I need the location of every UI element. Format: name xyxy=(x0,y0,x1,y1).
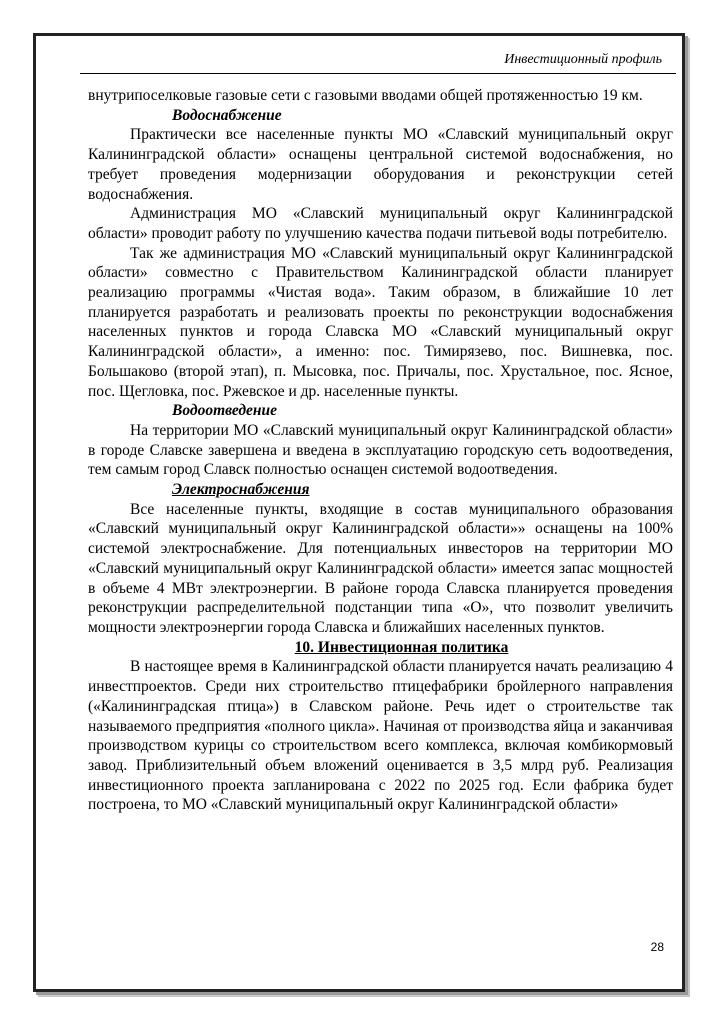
header-divider xyxy=(80,73,676,74)
paragraph-water-1: Практически все населенные пункты МО «Славский муниципальный округ Калининградской области» оснащены центральной системой водоснабжения, но требует проведения модернизации оборудования и реконструкции сетей водоснабжения. xyxy=(88,126,673,203)
subheading-sewerage: Водоотведение xyxy=(172,402,278,420)
subheading-water-supply: Водоснабжение xyxy=(172,106,282,124)
paragraph-intro: внутрипоселковые газовые сети с газовыми вводами общей протяженностью 19 км. xyxy=(88,87,643,104)
paragraph-investment: В настоящее время в Калининградской области планируется начать реализацию 4 инвестпроектов. Среди них строительство птицефабрики бройлерного направления («Калининградская птица») в Славском районе. Речь идет о строительстве так называемого предприятия «полного цикла». Начиная от производства яйца и заканчивая производством курицы со строительством всего комплекса, включая комбикормовый завод. Приблизительный объем вложений оценивается в 3,5 млрд руб. Реализация инвестиционного проекта запланирована с 2022 по 2025 год. Если фабрика будет построена, то МО «Славский муниципальный округ Калининградской области» xyxy=(88,658,673,814)
subheading-power-supply-text: Электроснабжения xyxy=(172,481,310,499)
page-number: 28 xyxy=(650,940,664,954)
section-title xyxy=(88,638,673,658)
document-body xyxy=(88,86,673,815)
paragraph-water-3: Так же администрация МО «Славский муниципальный округ Калининградской области» совместно с Правительством Калининградской области планирует реализацию программы «Чистая вода». Таким образом, в ближайшие 10 лет планируется разработать и реализовать проекты по реконструкции водоснабжения населенных пунктов и города Славска МО «Славский муниципальный округ Калининградской области», а именно: пос. Тимирязево, пос. Вишневка, пос. Большаково (второй этап), п. Мысовка, пос. Причалы, пос. Хрустальное, пос. Ясное, пос. Щегловка, пос. Ржевское и др. населенные пункты. xyxy=(88,244,673,400)
paragraph-water-2: Администрация МО «Славский муниципальный округ Калининградской области» проводит работу по улучшению качества подачи питьевой воды потребителю. xyxy=(88,205,673,242)
paragraph-power: Все населенные пункты, входящие в состав муниципального образования «Славский муниципальный округ Калининградской области»» оснащены на 100% системой электроснабжение. Для потенциальных инвесторов на территории МО «Славский муниципальный округ Калининградской области» имеется запас мощностей в объеме 4 МВт электроэнергии. В районе города Славска планируется проведения реконструкции распределительной подстанции типа «О», что позволит увеличить мощности электроэнергии города Славска и ближайших населенных пунктов. xyxy=(88,500,673,636)
paragraph-sewerage: На территории МО «Славский муниципальный округ Калининградской области» в городе Славске завершена и введена в эксплуатацию городскую сеть водоотведения, тем самым город Славск полностью оснащен системой водоотведения. xyxy=(88,421,673,479)
subheading-power-supply xyxy=(88,480,673,500)
running-header: Инвестиционный профиль xyxy=(504,52,662,67)
section-title-text: 10. Инвестиционная политика xyxy=(294,638,509,656)
